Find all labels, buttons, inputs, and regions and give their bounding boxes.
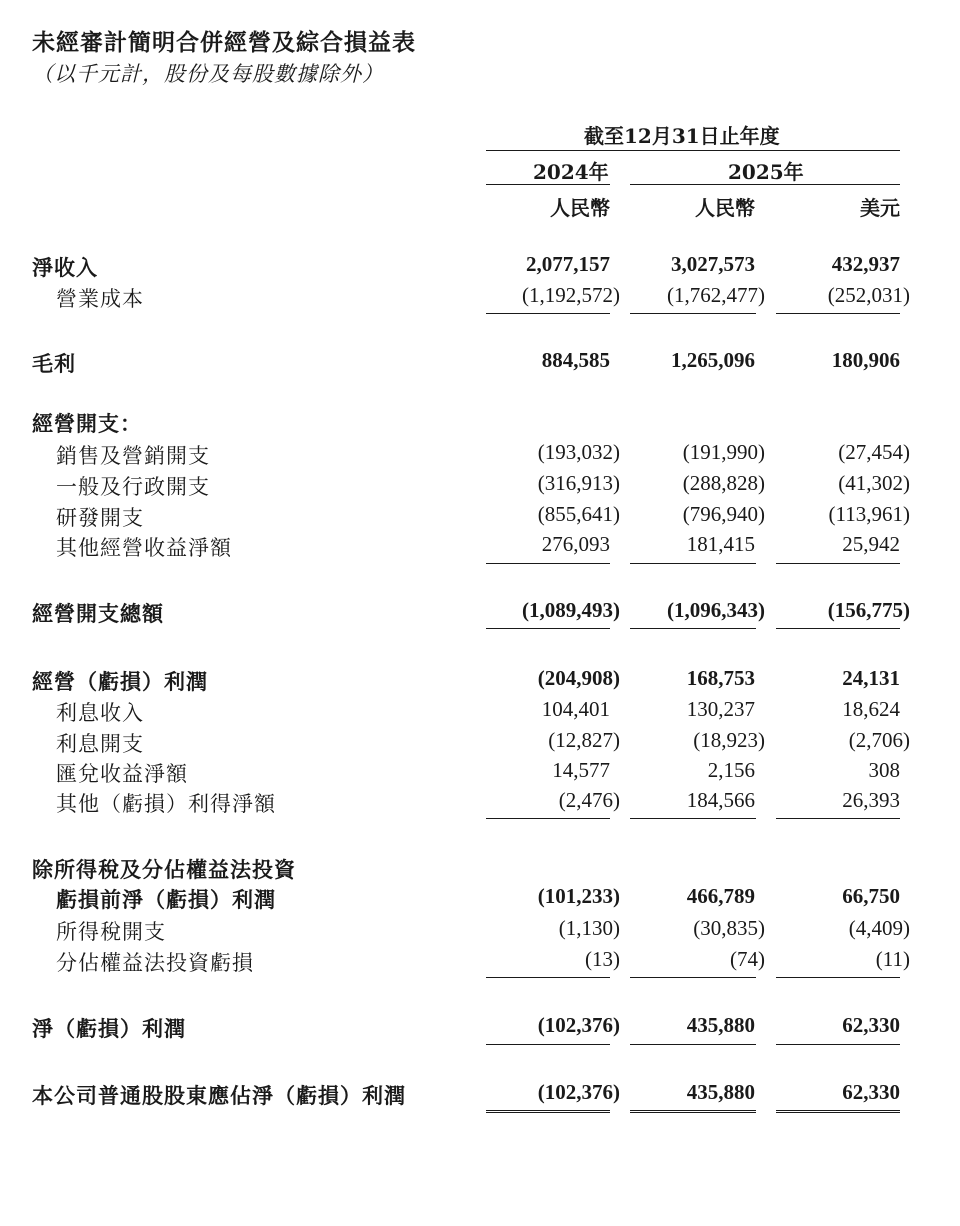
value-2025-rmb: 466,789 [686, 884, 755, 908]
value-2025-rmb: (18,923) [693, 728, 765, 752]
value-2025-usd: 24,131 [842, 666, 900, 690]
total-double-rule [776, 1110, 900, 1116]
row-label: 研發開支 [56, 506, 144, 530]
subtotal-rule [776, 1044, 900, 1045]
row-label: 銷售及營銷開支 [56, 444, 210, 468]
row-total-opex [0, 598, 960, 628]
row-label: 毛利 [32, 352, 76, 376]
row-label: 其他經營收益淨額 [56, 536, 232, 560]
value-2024-rmb: (1,089,493) [522, 598, 620, 622]
row-net-revenue [0, 252, 960, 282]
row-selling [0, 440, 960, 470]
row-label: 營業成本 [56, 287, 144, 311]
total-double-rule [486, 1110, 610, 1116]
subtotal-rule [776, 818, 900, 819]
value-2025-rmb: 168,753 [686, 666, 755, 690]
value-2024-rmb: 276,093 [541, 532, 610, 556]
value-2025-usd: 26,393 [842, 788, 900, 812]
row-label: 其他（虧損）利得淨額 [56, 792, 276, 816]
row-ga [0, 471, 960, 501]
row-label: 經營（虧損）利潤 [32, 670, 208, 694]
value-2024-rmb: 104,401 [541, 697, 610, 721]
value-2024-rmb: (2,476) [558, 788, 620, 812]
row-equity-loss [0, 947, 960, 977]
row-label: 所得稅開支 [56, 920, 166, 944]
value-2025-rmb: 130,237 [686, 697, 755, 721]
value-2025-rmb: 184,566 [686, 788, 755, 812]
value-2025-usd: (27,454) [838, 440, 910, 464]
value-2025-usd: (41,302) [838, 471, 910, 495]
value-2025-rmb: (288,828) [682, 471, 765, 495]
document-title: 未經審計簡明合併經營及綜合損益表 [32, 30, 416, 56]
value-2025-rmb: (796,940) [682, 502, 765, 526]
year-2025-rule [630, 184, 900, 185]
subtotal-rule [486, 313, 610, 314]
subtotal-rule [630, 1044, 756, 1045]
value-2024-rmb: (12,827) [548, 728, 620, 752]
row-label: 分佔權益法投資虧損 [56, 951, 254, 975]
row-label: 淨收入 [32, 256, 98, 280]
value-2025-rmb: (1,096,343) [667, 598, 765, 622]
value-2024-rmb: (13) [585, 947, 620, 971]
subtotal-rule [776, 977, 900, 978]
document-subtitle: （以千元計，股份及每股數據除外） [32, 62, 384, 86]
subtotal-rule [486, 818, 610, 819]
value-2025-rmb: 435,880 [686, 1013, 755, 1037]
row-pretax-heading [0, 854, 960, 884]
subtotal-rule [630, 818, 756, 819]
value-2024-rmb: 14,577 [552, 758, 610, 782]
value-2025-usd: (11) [875, 947, 910, 971]
subtotal-rule [486, 628, 610, 629]
value-2025-usd: (2,706) [848, 728, 910, 752]
subtotal-rule [630, 977, 756, 978]
value-2025-usd: 18,624 [842, 697, 900, 721]
value-2024-rmb: 2,077,157 [526, 252, 610, 276]
row-label: 淨（虧損）利潤 [32, 1017, 186, 1041]
row-opex-header [0, 408, 960, 438]
value-2025-usd: 25,942 [842, 532, 900, 556]
row-cost-of-revenue [0, 283, 960, 313]
row-pretax-profit [0, 884, 960, 914]
row-income-tax [0, 916, 960, 946]
subtotal-rule [776, 313, 900, 314]
value-2024-rmb: (316,913) [537, 471, 620, 495]
row-label: 經營開支： [32, 412, 142, 436]
value-2025-usd: 180,906 [831, 348, 900, 372]
value-2025-usd: 432,937 [831, 252, 900, 276]
row-net-profit [0, 1013, 960, 1043]
value-2025-rmb: (1,762,477) [667, 283, 765, 307]
year-2024-rule [486, 184, 610, 185]
value-2024-rmb: (1,130) [558, 916, 620, 940]
row-other-op-income [0, 532, 960, 562]
subtotal-rule [630, 563, 756, 564]
value-2025-usd: 308 [868, 758, 900, 782]
col1-currency: 人民幣 [550, 196, 610, 220]
row-rd [0, 502, 960, 532]
year-2025-header: 2025年 [728, 160, 804, 184]
row-label: 虧損前淨（虧損）利潤 [56, 888, 276, 912]
row-fx-gain [0, 758, 960, 788]
col2-currency: 人民幣 [695, 196, 755, 220]
value-2024-rmb: (101,233) [537, 884, 620, 908]
value-2025-rmb: (30,835) [693, 916, 765, 940]
value-2024-rmb: (102,376) [537, 1013, 620, 1037]
value-2025-usd: 62,330 [842, 1013, 900, 1037]
subtotal-rule [486, 977, 610, 978]
row-label: 匯兌收益淨額 [56, 762, 188, 786]
total-double-rule [630, 1110, 756, 1116]
period-header-rule [486, 150, 900, 151]
value-2025-usd: (113,961) [828, 502, 910, 526]
value-2024-rmb: (204,908) [537, 666, 620, 690]
row-op-profit [0, 666, 960, 696]
value-2025-usd: (156,775) [827, 598, 910, 622]
row-attributable [0, 1080, 960, 1110]
value-2024-rmb: 884,585 [541, 348, 610, 372]
value-2025-rmb: 435,880 [686, 1080, 755, 1104]
value-2025-rmb: 181,415 [686, 532, 755, 556]
value-2024-rmb: (193,032) [537, 440, 620, 464]
row-label: 除所得稅及分佔權益法投資 [32, 858, 296, 882]
value-2024-rmb: (1,192,572) [522, 283, 620, 307]
row-label: 利息收入 [56, 701, 144, 725]
row-other-gain [0, 788, 960, 818]
subtotal-rule [630, 313, 756, 314]
row-interest-income [0, 697, 960, 727]
value-2025-rmb: 1,265,096 [671, 348, 755, 372]
subtotal-rule [776, 628, 900, 629]
row-interest-expense [0, 728, 960, 758]
subtotal-rule [486, 1044, 610, 1045]
subtotal-rule [776, 563, 900, 564]
subtotal-rule [630, 628, 756, 629]
value-2025-rmb: (191,990) [682, 440, 765, 464]
value-2024-rmb: (102,376) [537, 1080, 620, 1104]
value-2024-rmb: (855,641) [537, 502, 620, 526]
col3-currency: 美元 [860, 196, 900, 220]
value-2025-rmb: 3,027,573 [671, 252, 755, 276]
year-2024-header: 2024年 [533, 160, 609, 184]
value-2025-usd: (4,409) [848, 916, 910, 940]
value-2025-usd: (252,031) [827, 283, 910, 307]
row-label: 本公司普通股股東應佔淨（虧損）利潤 [32, 1084, 406, 1108]
row-gross-profit [0, 348, 960, 378]
row-label: 利息開支 [56, 732, 144, 756]
row-label: 一般及行政開支 [56, 475, 210, 499]
value-2025-rmb: 2,156 [707, 758, 755, 782]
value-2025-usd: 62,330 [842, 1080, 900, 1104]
value-2025-usd: 66,750 [842, 884, 900, 908]
value-2025-rmb: (74) [730, 947, 765, 971]
period-header: 截至12月31日止年度 [584, 124, 780, 148]
row-label: 經營開支總額 [32, 602, 164, 626]
subtotal-rule [486, 563, 610, 564]
